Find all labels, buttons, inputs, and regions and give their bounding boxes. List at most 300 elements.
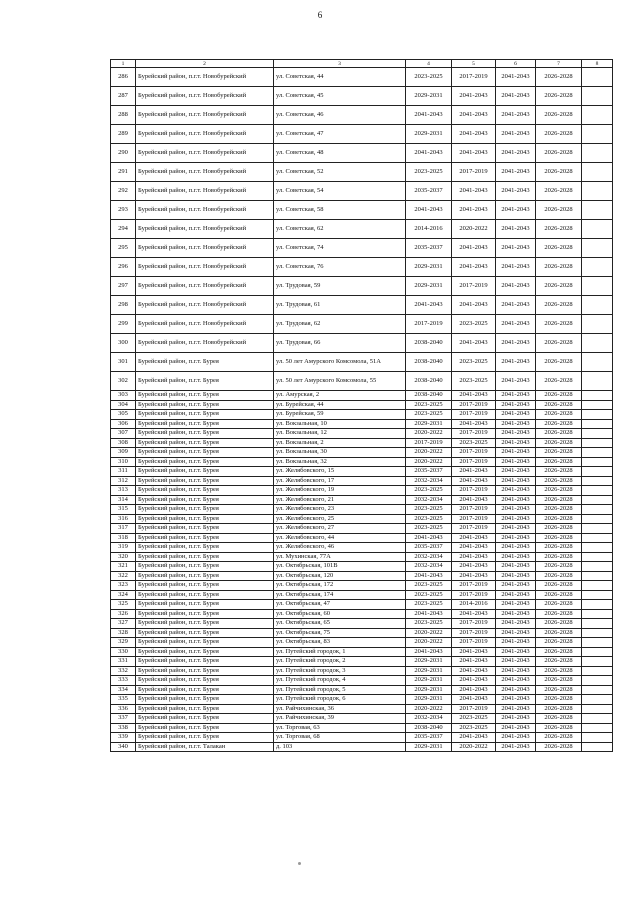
district-cell: Бурейский район, п.г.т. Бурея — [136, 638, 274, 648]
column-number: 8 — [582, 60, 613, 68]
address-cell: ул. Желябовского, 23 — [274, 505, 406, 515]
period-col7: 2026-2028 — [536, 723, 582, 733]
address-cell: д. 103 — [274, 742, 406, 752]
address-cell: ул. Райчихинская, 39 — [274, 714, 406, 724]
period-col5: 2017-2019 — [452, 400, 496, 410]
district-cell: Бурейский район, п.г.т. Бурея — [136, 448, 274, 458]
table-row — [111, 106, 613, 125]
notes-col8 — [582, 543, 613, 553]
row-number: 312 — [111, 476, 136, 486]
row-number: 316 — [111, 514, 136, 524]
address-cell: ул. Советская, 48 — [274, 144, 406, 163]
period-col4: 2020-2022 — [406, 448, 452, 458]
period-col7: 2026-2028 — [536, 524, 582, 534]
district-cell: Бурейский район, п.г.т. Бурея — [136, 457, 274, 467]
district-cell: Бурейский район, п.г.т. Бурея — [136, 524, 274, 534]
notes-col8 — [582, 220, 613, 239]
period-col4: 2032-2034 — [406, 714, 452, 724]
period-col5: 2023-2025 — [452, 714, 496, 724]
district-cell: Бурейский район, п.г.т. Бурея — [136, 391, 274, 401]
table-row — [111, 353, 613, 372]
table-row — [111, 467, 613, 477]
period-col7: 2026-2028 — [536, 505, 582, 515]
period-col4: 2029-2031 — [406, 695, 452, 705]
period-col5: 2041-2043 — [452, 201, 496, 220]
district-cell: Бурейский район, п.г.т. Бурея — [136, 590, 274, 600]
table-row — [111, 315, 613, 334]
column-number: 3 — [274, 60, 406, 68]
table-row — [111, 258, 613, 277]
notes-col8 — [582, 628, 613, 638]
notes-col8 — [582, 277, 613, 296]
address-cell: ул. Вокзальная, 2 — [274, 438, 406, 448]
district-cell: Бурейский район, п.г.т. Бурея — [136, 400, 274, 410]
period-col5: 2023-2025 — [452, 438, 496, 448]
notes-col8 — [582, 296, 613, 315]
period-col5: 2023-2025 — [452, 372, 496, 391]
period-col7: 2026-2028 — [536, 628, 582, 638]
district-cell: Бурейский район, п.г.т. Бурея — [136, 581, 274, 591]
period-col5: 2041-2043 — [452, 87, 496, 106]
address-cell: ул. Трудовая, 61 — [274, 296, 406, 315]
notes-col8 — [582, 201, 613, 220]
period-col5: 2041-2043 — [452, 182, 496, 201]
row-number: 301 — [111, 353, 136, 372]
notes-col8 — [582, 87, 613, 106]
table-row — [111, 581, 613, 591]
table-row — [111, 495, 613, 505]
address-cell: ул. Бурейская, 59 — [274, 410, 406, 420]
period-col5: 2041-2043 — [452, 467, 496, 477]
period-col7: 2026-2028 — [536, 410, 582, 420]
period-col7: 2026-2028 — [536, 543, 582, 553]
notes-col8 — [582, 571, 613, 581]
address-cell: ул. Вокзальная, 12 — [274, 429, 406, 439]
period-col5: 2023-2025 — [452, 353, 496, 372]
district-cell: Бурейский район, п.г.т. Бурея — [136, 514, 274, 524]
period-col5: 2017-2019 — [452, 590, 496, 600]
row-number: 304 — [111, 400, 136, 410]
row-number: 317 — [111, 524, 136, 534]
address-cell: ул. Октябрьская, 60 — [274, 609, 406, 619]
notes-col8 — [582, 590, 613, 600]
table-body — [111, 60, 613, 752]
district-cell: Бурейский район, п.г.т. Бурея — [136, 619, 274, 629]
period-col5: 2023-2025 — [452, 723, 496, 733]
address-cell: ул. Путейский городок, 4 — [274, 676, 406, 686]
district-cell: Бурейский район, п.г.т. Бурея — [136, 429, 274, 439]
table-row — [111, 438, 613, 448]
row-number: 333 — [111, 676, 136, 686]
row-number: 302 — [111, 372, 136, 391]
period-col5: 2041-2043 — [452, 609, 496, 619]
notes-col8 — [582, 258, 613, 277]
row-number: 326 — [111, 609, 136, 619]
table-row — [111, 543, 613, 553]
table-row — [111, 571, 613, 581]
row-number: 287 — [111, 87, 136, 106]
address-cell: ул. Октябрьская, 47 — [274, 600, 406, 610]
row-number: 288 — [111, 106, 136, 125]
period-col7: 2026-2028 — [536, 239, 582, 258]
period-col6: 2041-2043 — [496, 372, 536, 391]
period-col4: 2032-2034 — [406, 495, 452, 505]
period-col7: 2026-2028 — [536, 714, 582, 724]
table-row — [111, 296, 613, 315]
period-col6: 2041-2043 — [496, 334, 536, 353]
period-col5: 2017-2019 — [452, 448, 496, 458]
period-col4: 2029-2031 — [406, 277, 452, 296]
address-cell: ул. Желябовского, 17 — [274, 476, 406, 486]
row-number: 324 — [111, 590, 136, 600]
period-col7: 2026-2028 — [536, 704, 582, 714]
period-col4: 2035-2037 — [406, 239, 452, 258]
period-col6: 2041-2043 — [496, 581, 536, 591]
period-col7: 2026-2028 — [536, 486, 582, 496]
period-col7: 2026-2028 — [536, 495, 582, 505]
period-col4: 2023-2025 — [406, 68, 452, 87]
row-number: 322 — [111, 571, 136, 581]
notes-col8 — [582, 391, 613, 401]
period-col6: 2041-2043 — [496, 742, 536, 752]
table-row — [111, 676, 613, 686]
period-col7: 2026-2028 — [536, 695, 582, 705]
table-row — [111, 505, 613, 515]
notes-col8 — [582, 638, 613, 648]
table-row — [111, 144, 613, 163]
period-col5: 2017-2019 — [452, 524, 496, 534]
row-number: 296 — [111, 258, 136, 277]
period-col5: 2041-2043 — [452, 495, 496, 505]
period-col7: 2026-2028 — [536, 163, 582, 182]
period-col5: 2041-2043 — [452, 258, 496, 277]
period-col6: 2041-2043 — [496, 429, 536, 439]
district-cell: Бурейский район, п.г.т. Новобурейский — [136, 220, 274, 239]
district-cell: Бурейский район, п.г.т. Новобурейский — [136, 163, 274, 182]
district-cell: Бурейский район, п.г.т. Бурея — [136, 666, 274, 676]
table-row — [111, 704, 613, 714]
period-col4: 2035-2037 — [406, 543, 452, 553]
period-col5: 2041-2043 — [452, 334, 496, 353]
period-col5: 2041-2043 — [452, 391, 496, 401]
district-cell: Бурейский район, п.г.т. Бурея — [136, 676, 274, 686]
page-number: 6 — [317, 10, 323, 20]
table-row — [111, 125, 613, 144]
period-col4: 2029-2031 — [406, 125, 452, 144]
period-col7: 2026-2028 — [536, 467, 582, 477]
table-row — [111, 220, 613, 239]
district-cell: Бурейский район, п.г.т. Бурея — [136, 600, 274, 610]
period-col7: 2026-2028 — [536, 353, 582, 372]
district-cell: Бурейский район, п.г.т. Новобурейский — [136, 68, 274, 87]
period-col6: 2041-2043 — [496, 201, 536, 220]
row-number: 309 — [111, 448, 136, 458]
address-cell: ул. Советская, 58 — [274, 201, 406, 220]
period-col7: 2026-2028 — [536, 457, 582, 467]
row-number: 315 — [111, 505, 136, 515]
period-col6: 2041-2043 — [496, 619, 536, 629]
district-cell: Бурейский район, п.г.т. Бурея — [136, 353, 274, 372]
district-cell: Бурейский район, п.г.т. Бурея — [136, 533, 274, 543]
district-cell: Бурейский район, п.г.т. Бурея — [136, 714, 274, 724]
row-number: 329 — [111, 638, 136, 648]
period-col7: 2026-2028 — [536, 106, 582, 125]
row-number: 332 — [111, 666, 136, 676]
period-col4: 2032-2034 — [406, 552, 452, 562]
row-number: 334 — [111, 685, 136, 695]
row-number: 308 — [111, 438, 136, 448]
row-number: 313 — [111, 486, 136, 496]
district-cell: Бурейский район, п.г.т. Бурея — [136, 685, 274, 695]
period-col5: 2041-2043 — [452, 296, 496, 315]
district-cell: Бурейский район, п.г.т. Бурея — [136, 704, 274, 714]
period-col6: 2041-2043 — [496, 638, 536, 648]
period-col6: 2041-2043 — [496, 543, 536, 553]
notes-col8 — [582, 438, 613, 448]
notes-col8 — [582, 467, 613, 477]
period-col7: 2026-2028 — [536, 448, 582, 458]
district-cell: Бурейский район, п.г.т. Бурея — [136, 723, 274, 733]
period-col6: 2041-2043 — [496, 486, 536, 496]
period-col4: 2029-2031 — [406, 258, 452, 277]
row-number: 305 — [111, 410, 136, 420]
period-col5: 2014-2016 — [452, 600, 496, 610]
period-col5: 2041-2043 — [452, 476, 496, 486]
table-row — [111, 723, 613, 733]
address-cell: ул. Желябовского, 44 — [274, 533, 406, 543]
district-cell: Бурейский район, п.г.т. Бурея — [136, 695, 274, 705]
period-col6: 2041-2043 — [496, 125, 536, 144]
period-col4: 2038-2040 — [406, 391, 452, 401]
period-col7: 2026-2028 — [536, 742, 582, 752]
address-cell: ул. Советская, 46 — [274, 106, 406, 125]
address-cell: ул. Вокзальная, 32 — [274, 457, 406, 467]
address-cell: ул. Советская, 45 — [274, 87, 406, 106]
period-col7: 2026-2028 — [536, 657, 582, 667]
period-col5: 2023-2025 — [452, 315, 496, 334]
period-col4: 2032-2034 — [406, 476, 452, 486]
period-col6: 2041-2043 — [496, 220, 536, 239]
address-cell: ул. Путейский городок, 2 — [274, 657, 406, 667]
district-cell: Бурейский район, п.г.т. Новобурейский — [136, 334, 274, 353]
period-col7: 2026-2028 — [536, 125, 582, 144]
table-row — [111, 628, 613, 638]
period-col6: 2041-2043 — [496, 609, 536, 619]
period-col6: 2041-2043 — [496, 628, 536, 638]
district-cell: Бурейский район, п.г.т. Бурея — [136, 438, 274, 448]
column-number-row — [111, 60, 613, 68]
row-number: 298 — [111, 296, 136, 315]
period-col4: 2023-2025 — [406, 514, 452, 524]
table-row — [111, 742, 613, 752]
period-col5: 2017-2019 — [452, 486, 496, 496]
address-cell: ул. Желябовского, 19 — [274, 486, 406, 496]
period-col5: 2041-2043 — [452, 562, 496, 572]
period-col4: 2035-2037 — [406, 182, 452, 201]
period-col6: 2041-2043 — [496, 600, 536, 610]
district-cell: Бурейский район, п.г.т. Бурея — [136, 543, 274, 553]
table-row — [111, 476, 613, 486]
period-col7: 2026-2028 — [536, 476, 582, 486]
address-cell: ул. Торговая, 68 — [274, 733, 406, 743]
period-col4: 2041-2043 — [406, 647, 452, 657]
address-cell: ул. 50 лет Амурского Комсомола, 51А — [274, 353, 406, 372]
row-number: 338 — [111, 723, 136, 733]
period-col6: 2041-2043 — [496, 590, 536, 600]
row-number: 299 — [111, 315, 136, 334]
row-number: 321 — [111, 562, 136, 572]
period-col7: 2026-2028 — [536, 258, 582, 277]
table-row — [111, 685, 613, 695]
row-number: 323 — [111, 581, 136, 591]
period-col4: 2017-2019 — [406, 315, 452, 334]
period-col4: 2020-2022 — [406, 457, 452, 467]
table-row — [111, 87, 613, 106]
notes-col8 — [582, 457, 613, 467]
row-number: 318 — [111, 533, 136, 543]
period-col6: 2041-2043 — [496, 144, 536, 163]
period-col6: 2041-2043 — [496, 163, 536, 182]
notes-col8 — [582, 562, 613, 572]
period-col4: 2041-2043 — [406, 296, 452, 315]
period-col7: 2026-2028 — [536, 619, 582, 629]
notes-col8 — [582, 524, 613, 534]
address-cell: ул. Мухинская, 77А — [274, 552, 406, 562]
row-number: 307 — [111, 429, 136, 439]
table-row — [111, 68, 613, 87]
row-number: 328 — [111, 628, 136, 638]
period-col4: 2038-2040 — [406, 334, 452, 353]
column-number: 7 — [536, 60, 582, 68]
period-col6: 2041-2043 — [496, 391, 536, 401]
notes-col8 — [582, 182, 613, 201]
column-number: 6 — [496, 60, 536, 68]
period-col4: 2023-2025 — [406, 163, 452, 182]
period-col4: 2023-2025 — [406, 400, 452, 410]
period-col4: 2023-2025 — [406, 524, 452, 534]
address-cell: ул. Трудовая, 59 — [274, 277, 406, 296]
table-row — [111, 657, 613, 667]
district-cell: Бурейский район, п.г.т. Новобурейский — [136, 201, 274, 220]
period-col6: 2041-2043 — [496, 695, 536, 705]
address-cell: ул. Путейский городок, 3 — [274, 666, 406, 676]
housing-register-table — [110, 59, 613, 752]
table-row — [111, 695, 613, 705]
district-cell: Бурейский район, п.г.т. Новобурейский — [136, 296, 274, 315]
table-row — [111, 400, 613, 410]
notes-col8 — [582, 723, 613, 733]
period-col6: 2041-2043 — [496, 438, 536, 448]
district-cell: Бурейский район, п.г.т. Бурея — [136, 628, 274, 638]
notes-col8 — [582, 419, 613, 429]
notes-col8 — [582, 353, 613, 372]
period-col6: 2041-2043 — [496, 533, 536, 543]
notes-col8 — [582, 144, 613, 163]
period-col5: 2017-2019 — [452, 457, 496, 467]
period-col4: 2023-2025 — [406, 505, 452, 515]
address-cell: ул. Октябрьская, 174 — [274, 590, 406, 600]
period-col7: 2026-2028 — [536, 581, 582, 591]
row-number: 331 — [111, 657, 136, 667]
period-col5: 2017-2019 — [452, 505, 496, 515]
period-col5: 2041-2043 — [452, 106, 496, 125]
period-col4: 2023-2025 — [406, 590, 452, 600]
notes-col8 — [582, 647, 613, 657]
period-col4: 2032-2034 — [406, 562, 452, 572]
period-col6: 2041-2043 — [496, 733, 536, 743]
period-col6: 2041-2043 — [496, 524, 536, 534]
period-col7: 2026-2028 — [536, 609, 582, 619]
period-col4: 2029-2031 — [406, 87, 452, 106]
period-col4: 2029-2031 — [406, 676, 452, 686]
notes-col8 — [582, 514, 613, 524]
table-row — [111, 391, 613, 401]
notes-col8 — [582, 125, 613, 144]
row-number: 293 — [111, 201, 136, 220]
district-cell: Бурейский район, п.г.т. Бурея — [136, 562, 274, 572]
notes-col8 — [582, 495, 613, 505]
period-col5: 2041-2043 — [452, 695, 496, 705]
period-col4: 2041-2043 — [406, 609, 452, 619]
table-row — [111, 590, 613, 600]
table-row — [111, 524, 613, 534]
row-number: 290 — [111, 144, 136, 163]
period-col7: 2026-2028 — [536, 562, 582, 572]
notes-col8 — [582, 239, 613, 258]
period-col5: 2017-2019 — [452, 638, 496, 648]
table-row — [111, 277, 613, 296]
period-col4: 2029-2031 — [406, 685, 452, 695]
period-col4: 2023-2025 — [406, 581, 452, 591]
table-row — [111, 638, 613, 648]
period-col5: 2041-2043 — [452, 647, 496, 657]
row-number: 327 — [111, 619, 136, 629]
notes-col8 — [582, 334, 613, 353]
notes-col8 — [582, 581, 613, 591]
notes-col8 — [582, 533, 613, 543]
notes-col8 — [582, 106, 613, 125]
address-cell: ул. Октябрьская, 120 — [274, 571, 406, 581]
row-number: 340 — [111, 742, 136, 752]
table-row — [111, 419, 613, 429]
period-col6: 2041-2043 — [496, 106, 536, 125]
period-col4: 2020-2022 — [406, 638, 452, 648]
period-col6: 2041-2043 — [496, 182, 536, 201]
district-cell: Бурейский район, п.г.т. Новобурейский — [136, 87, 274, 106]
notes-col8 — [582, 666, 613, 676]
period-col4: 2023-2025 — [406, 486, 452, 496]
period-col4: 2020-2022 — [406, 628, 452, 638]
period-col7: 2026-2028 — [536, 552, 582, 562]
table-row — [111, 182, 613, 201]
table-row — [111, 429, 613, 439]
column-number: 1 — [111, 60, 136, 68]
period-col4: 2020-2022 — [406, 429, 452, 439]
period-col4: 2041-2043 — [406, 144, 452, 163]
notes-col8 — [582, 410, 613, 420]
period-col7: 2026-2028 — [536, 571, 582, 581]
district-cell: Бурейский район, п.г.т. Талакан — [136, 742, 274, 752]
period-col6: 2041-2043 — [496, 514, 536, 524]
district-cell: Бурейский район, п.г.т. Новобурейский — [136, 239, 274, 258]
table-row — [111, 448, 613, 458]
period-col7: 2026-2028 — [536, 590, 582, 600]
notes-col8 — [582, 315, 613, 334]
address-cell: ул. Трудовая, 62 — [274, 315, 406, 334]
district-cell: Бурейский район, п.г.т. Бурея — [136, 647, 274, 657]
period-col7: 2026-2028 — [536, 676, 582, 686]
district-cell: Бурейский район, п.г.т. Бурея — [136, 552, 274, 562]
